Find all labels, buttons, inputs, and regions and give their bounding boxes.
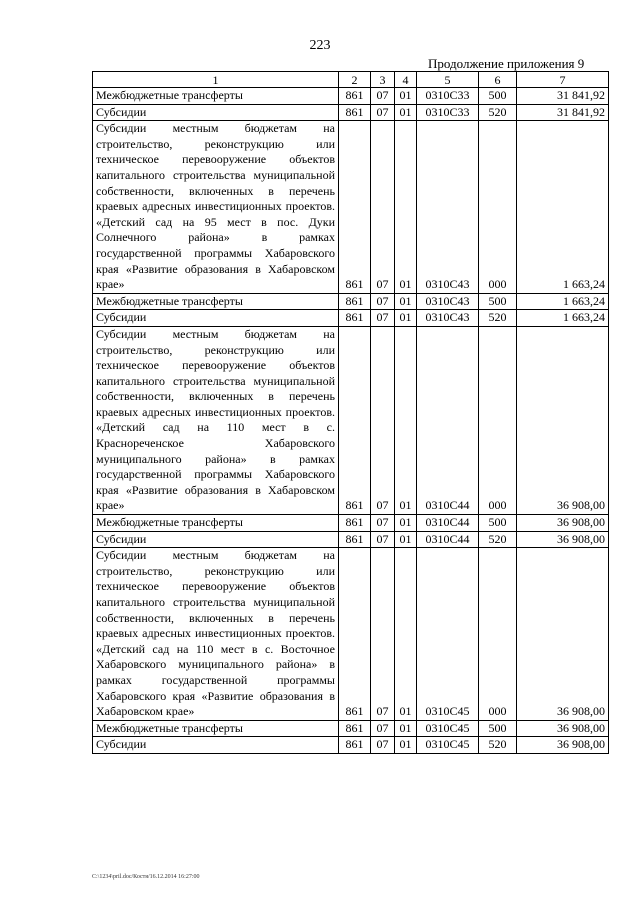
table-row [93, 121, 609, 294]
row-code-5: 0310С45 [417, 548, 479, 721]
row-code-3: 07 [371, 531, 395, 548]
row-name: Субсидии местным бюджетам на строительство, реконструкцию или техническое перевооружение объектов капитального строительства муниципальной собственности, включенных в перечень краевых адресных инвестиционных проектов. «Детский сад на 110 мест в с. Восточное Хабаровского муниципального района» в рамках государственной программы Хабаровского края «Развитие образования в Хабаровском крае» [93, 548, 339, 721]
table-row [93, 720, 609, 737]
budget-table [92, 71, 609, 754]
row-code-3: 07 [371, 326, 395, 514]
row-name: Субсидии местным бюджетам на строительство, реконструкцию или техническое перевооружение объектов капитального строительства муниципальной собственности, включенных в перечень краевых адресных инвестиционных проектов. «Детский сад на 95 мест в пос. Дуки Солнечного района» в рамках государственной программы Хабаровского края «Развитие образования в Хабаровском крае» [93, 121, 339, 294]
row-code-6: 000 [479, 121, 517, 294]
row-code-4: 01 [395, 531, 417, 548]
row-code-6: 520 [479, 737, 517, 754]
column-header-5: 5 [417, 72, 479, 88]
row-amount: 36 908,00 [517, 548, 609, 721]
row-code-4: 01 [395, 88, 417, 105]
row-code-6: 500 [479, 515, 517, 532]
column-header-1: 1 [93, 72, 339, 88]
row-name: Субсидии [93, 737, 339, 754]
row-amount: 36 908,00 [517, 515, 609, 532]
row-code-3: 07 [371, 121, 395, 294]
row-code-5: 0310С43 [417, 310, 479, 327]
table-row [93, 515, 609, 532]
row-code-5: 0310С33 [417, 88, 479, 105]
row-code-5: 0310С43 [417, 121, 479, 294]
table-row [93, 104, 609, 121]
row-code-5: 0310С44 [417, 515, 479, 532]
table-header-row [93, 72, 609, 88]
row-name: Субсидии [93, 310, 339, 327]
row-code-2: 861 [339, 104, 371, 121]
row-amount: 31 841,92 [517, 88, 609, 105]
row-amount: 36 908,00 [517, 720, 609, 737]
row-code-4: 01 [395, 310, 417, 327]
row-code-2: 861 [339, 531, 371, 548]
row-code-6: 000 [479, 548, 517, 721]
row-name: Межбюджетные трансферты [93, 515, 339, 532]
row-code-4: 01 [395, 104, 417, 121]
row-code-6: 520 [479, 310, 517, 327]
row-code-2: 861 [339, 88, 371, 105]
row-name: Межбюджетные трансферты [93, 293, 339, 310]
row-code-5: 0310С44 [417, 326, 479, 514]
row-amount: 31 841,92 [517, 104, 609, 121]
row-code-5: 0310С44 [417, 531, 479, 548]
row-code-2: 861 [339, 121, 371, 294]
column-header-6: 6 [479, 72, 517, 88]
row-code-3: 07 [371, 720, 395, 737]
row-code-3: 07 [371, 515, 395, 532]
row-code-3: 07 [371, 310, 395, 327]
row-name: Межбюджетные трансферты [93, 88, 339, 105]
table-row [93, 88, 609, 105]
column-header-7: 7 [517, 72, 609, 88]
table-row [93, 293, 609, 310]
table-row [93, 310, 609, 327]
row-code-2: 861 [339, 737, 371, 754]
row-code-5: 0310С43 [417, 293, 479, 310]
row-code-5: 0310С45 [417, 720, 479, 737]
row-code-3: 07 [371, 737, 395, 754]
file-path-footer: C:\1234\pril.doc/Костя/16.12.2014 16:27:00 [92, 874, 200, 880]
row-code-2: 861 [339, 515, 371, 532]
row-amount: 1 663,24 [517, 293, 609, 310]
row-code-3: 07 [371, 104, 395, 121]
row-code-2: 861 [339, 310, 371, 327]
table-row [93, 326, 609, 514]
row-code-3: 07 [371, 88, 395, 105]
page-number: 223 [309, 38, 331, 53]
row-code-2: 861 [339, 548, 371, 721]
row-amount: 36 908,00 [517, 737, 609, 754]
row-code-4: 01 [395, 515, 417, 532]
row-name: Субсидии [93, 531, 339, 548]
row-amount: 1 663,24 [517, 310, 609, 327]
row-code-6: 000 [479, 326, 517, 514]
row-code-4: 01 [395, 326, 417, 514]
row-code-4: 01 [395, 737, 417, 754]
row-code-2: 861 [339, 326, 371, 514]
table-row [93, 548, 609, 721]
appendix-note: Продолжение приложения 9 [428, 56, 585, 71]
row-amount: 36 908,00 [517, 326, 609, 514]
column-header-2: 2 [339, 72, 371, 88]
row-code-3: 07 [371, 293, 395, 310]
table-row [93, 737, 609, 754]
row-code-2: 861 [339, 720, 371, 737]
table-row [93, 531, 609, 548]
row-code-3: 07 [371, 548, 395, 721]
row-code-6: 500 [479, 293, 517, 310]
row-code-4: 01 [395, 121, 417, 294]
row-code-6: 500 [479, 720, 517, 737]
column-header-4: 4 [395, 72, 417, 88]
row-code-5: 0310С45 [417, 737, 479, 754]
row-code-6: 520 [479, 104, 517, 121]
row-code-4: 01 [395, 720, 417, 737]
row-amount: 36 908,00 [517, 531, 609, 548]
column-header-3: 3 [371, 72, 395, 88]
row-code-2: 861 [339, 293, 371, 310]
row-name: Субсидии местным бюджетам на строительство, реконструкцию или техническое перевооружение объектов капитального строительства муниципальной собственности, включенных в перечень краевых адресных инвестиционных проектов. «Детский сад на 110 мест в с. Красноречeнское Хабаровского муниципального района» в рамках государственной программы Хабаровского края «Развитие образования в Хабаровском крае» [93, 326, 339, 514]
row-code-6: 520 [479, 531, 517, 548]
row-code-6: 500 [479, 88, 517, 105]
row-name: Межбюджетные трансферты [93, 720, 339, 737]
row-code-4: 01 [395, 293, 417, 310]
row-code-4: 01 [395, 548, 417, 721]
row-code-5: 0310С33 [417, 104, 479, 121]
row-amount: 1 663,24 [517, 121, 609, 294]
row-name: Субсидии [93, 104, 339, 121]
